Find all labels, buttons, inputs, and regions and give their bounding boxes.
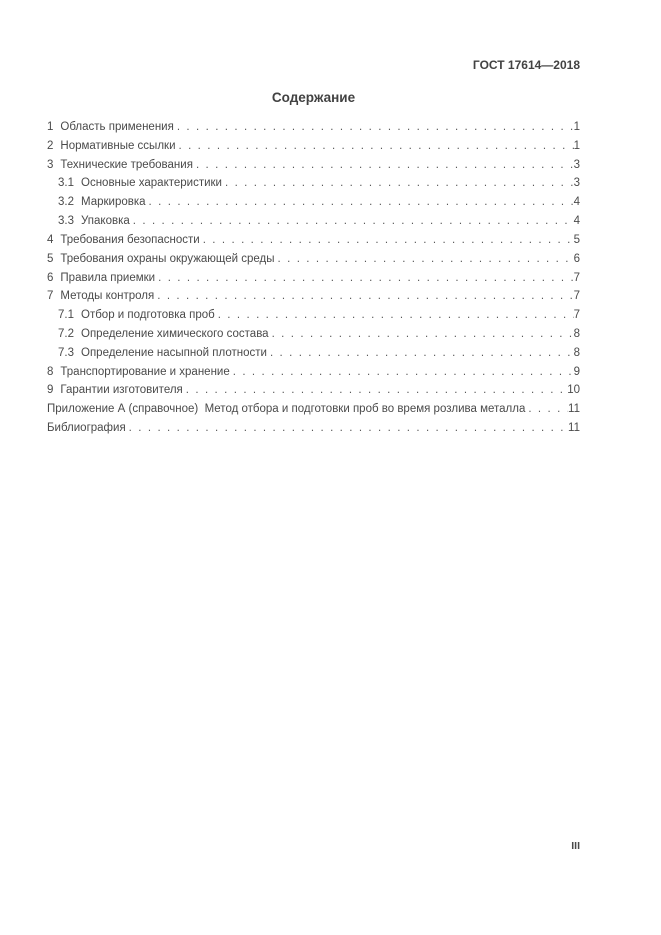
toc-entry-number: 9 [47,384,54,397]
dot-leader [278,250,574,269]
toc-entry-number: 1 [47,121,54,133]
toc-entry-page: 11 [568,403,580,416]
toc-entry-page: 5 [573,233,580,246]
toc-entry [47,419,580,438]
toc-entry-label: Методы контроля [60,290,155,303]
toc-entry-label: Требования безопасности [60,233,200,246]
toc-entry-page: 1 [573,139,580,152]
toc-entry [47,325,580,344]
toc-entry [47,344,580,363]
dot-leader [272,325,574,344]
toc-entry-number: 7.1 [58,309,74,322]
toc-entry [47,400,580,419]
toc-entry-number: 4 [47,233,54,246]
dot-leader [233,363,574,382]
toc-entry [47,118,580,137]
toc-entry [47,193,580,212]
toc-entry-page: 7 [573,290,580,303]
toc-entry [47,381,580,400]
toc-entry-page: 3 [573,158,580,171]
dot-leader [129,419,568,438]
dot-leader [528,400,568,419]
toc-entry-label: Транспортирование и хранение [60,365,230,378]
toc-entry-page: 8 [573,327,580,340]
toc-entry-number: 3 [47,158,54,171]
toc-entry-label: Приложение А (справочное) Метод отбора и подготовки проб во время розлива металла [47,403,526,416]
toc-entry-label: Определение насыпной плотности [81,346,267,359]
toc-entry-number: 2 [47,139,54,152]
table-of-contents [47,118,580,438]
toc-entry-page: 3 [573,177,580,190]
toc-entry [47,363,580,382]
toc-entry [47,212,580,231]
toc-entry-number: 5 [47,252,54,265]
toc-entry [47,156,580,175]
toc-entry-number: 3.1 [58,177,74,190]
toc-entry-label: Основные характеристики [81,177,222,190]
toc-entry-number: 3.3 [58,215,74,228]
toc-entry-number: 6 [47,271,54,284]
dot-leader [177,118,574,137]
toc-entry-page: 6 [573,252,580,265]
toc-entry [47,306,580,325]
toc-entry [47,174,580,193]
toc-entry-number: 7 [47,290,54,303]
toc-entry-label: Требования охраны окружающей среды [60,252,275,265]
dot-leader [270,344,574,363]
toc-entry-label: Правила приемки [60,271,156,284]
dot-leader [133,212,574,231]
toc-entry-page: 1 [573,121,580,133]
toc-entry-number: 8 [47,365,54,378]
toc-entry [47,137,580,156]
dot-leader [218,306,574,325]
toc-entry-label: Технические требования [60,158,193,171]
toc-entry [47,269,580,288]
page-footer [47,840,580,853]
toc-entry [47,231,580,250]
document-header [47,59,580,72]
toc-entry-page: 10 [567,384,580,397]
toc-entry-number: 3.2 [58,196,74,209]
toc-entry-label: Нормативные ссылки [60,139,176,152]
toc-entry-label: Определение химического состава [81,327,269,340]
toc-entry-number: 7.3 [58,346,74,359]
toc-entry-label: Упаковка [81,215,130,228]
toc-entry [47,287,580,306]
dot-leader [157,287,573,306]
dot-leader [186,381,567,400]
dot-leader [196,156,574,175]
toc-entry-label: Отбор и подготовка проб [81,309,215,322]
page-number: III [571,840,580,852]
standard-code: ГОСТ 17614—2018 [472,58,580,72]
toc-entry [47,250,580,269]
toc-entry-page: 9 [573,365,580,378]
toc-entry-page: 8 [573,346,580,359]
toc-entry-label: Маркировка [81,196,146,209]
dot-leader [225,174,574,193]
dot-leader [179,137,574,156]
toc-entry-page: 4 [573,215,580,228]
toc-entry-page: 7 [573,271,580,284]
toc-entry-label: Библиография [47,422,126,434]
dot-leader [149,193,574,212]
toc-entry-number: 7.2 [58,327,74,340]
toc-entry-page: 4 [573,196,580,209]
page-title: Содержание [271,90,356,105]
dot-leader [158,269,573,288]
toc-entry-label: Гарантии изготовителя [60,384,183,397]
toc-entry-label: Область применения [60,121,174,133]
dot-leader [203,231,574,250]
toc-entry-page: 7 [573,309,580,322]
toc-entry-page: 11 [568,422,580,434]
